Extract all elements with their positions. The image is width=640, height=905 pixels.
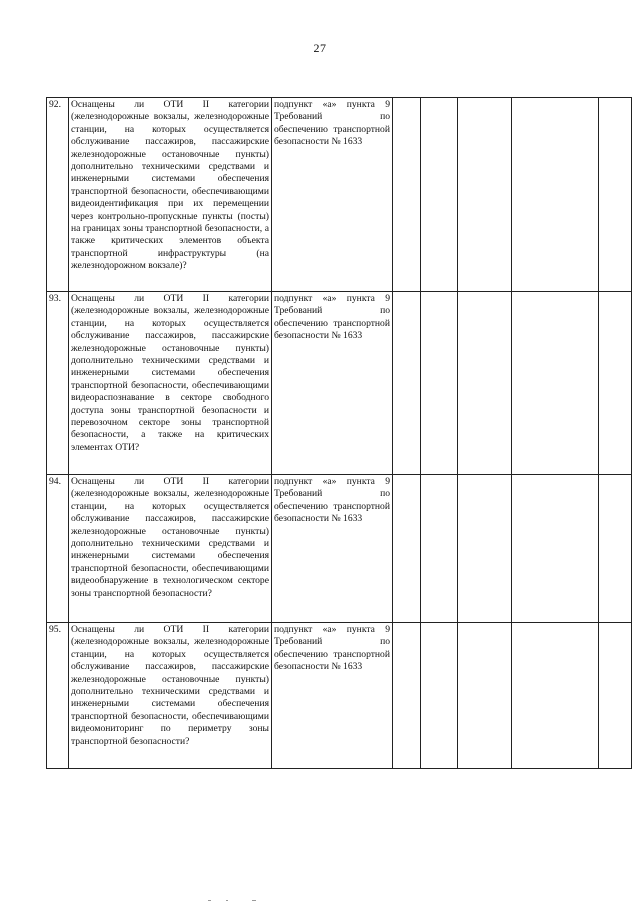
reference-text: подпункт «а» пункта 9 Требований по обеспечению транспортной безопасности № 1633 bbox=[274, 293, 390, 342]
question-text: Оснащены ли ОТИ II категории (железнодорожные вокзалы, железнодорожные станции, на которых осуществляется обслуживание пассажиров, пассажирские железнодорожные остановочные пункты) дополнительно техническими средствами и инженерными системами обеспечения транспортной безопасности, обеспечивающими видеоидентификация при их перемещении через контрольно-пропускные пункты (посты) на границах зоны транспортной безопасности, а также критических элементов объекта транспортной инфраструктуры (на железнодорожном вокзале)? bbox=[71, 99, 269, 272]
answer-cell-not-applicable bbox=[458, 623, 512, 769]
reference-text: подпункт «а» пункта 9 Требований по обеспечению транспортной безопасности № 1633 bbox=[274, 476, 390, 525]
answer-cell-yes bbox=[393, 623, 421, 769]
note-cell bbox=[512, 623, 599, 769]
question-cell bbox=[69, 475, 272, 623]
question-cell bbox=[69, 98, 272, 292]
reference-cell bbox=[272, 475, 393, 623]
checklist-table bbox=[46, 97, 632, 769]
extra-cell bbox=[599, 292, 632, 475]
scan-speck bbox=[252, 900, 256, 901]
row-number: 95. bbox=[47, 623, 69, 769]
question-cell bbox=[69, 292, 272, 475]
note-cell bbox=[512, 475, 599, 623]
row-number: 93. bbox=[47, 292, 69, 475]
row-number: 92. bbox=[47, 98, 69, 292]
extra-cell bbox=[599, 98, 632, 292]
answer-cell-no bbox=[421, 475, 458, 623]
table-row bbox=[47, 98, 632, 292]
note-cell bbox=[512, 98, 599, 292]
answer-cell-no bbox=[421, 623, 458, 769]
answer-cell-not-applicable bbox=[458, 475, 512, 623]
extra-cell bbox=[599, 475, 632, 623]
reference-text: подпункт «а» пункта 9 Требований по обеспечению транспортной безопасности № 1633 bbox=[274, 624, 390, 673]
answer-cell-not-applicable bbox=[458, 292, 512, 475]
question-text: Оснащены ли ОТИ II категории (железнодорожные вокзалы, железнодорожные станции, на которых осуществляется обслуживание пассажиров, пассажирские железнодорожные остановочные пункты) дополнительно техническими средствами и инженерными системами обеспечения транспортной безопасности, обеспечивающими видеообнаружение в технологическом секторе зоны транспортной безопасности? bbox=[71, 476, 269, 599]
question-text: Оснащены ли ОТИ II категории (железнодорожные вокзалы, железнодорожные станции, на которых осуществляется обслуживание пассажиров, пассажирские железнодорожные остановочные пункты) дополнительно техническими средствами и инженерными системами обеспечения транспортной безопасности, обеспечивающими видеомониторинг по периметру зоны транспортной безопасности? bbox=[71, 624, 269, 747]
answer-cell-yes bbox=[393, 292, 421, 475]
note-cell bbox=[512, 292, 599, 475]
answer-cell-not-applicable bbox=[458, 98, 512, 292]
page-number: 27 bbox=[313, 41, 327, 55]
table-row bbox=[47, 475, 632, 623]
extra-cell bbox=[599, 623, 632, 769]
question-cell bbox=[69, 623, 272, 769]
reference-cell bbox=[272, 292, 393, 475]
table-row bbox=[47, 623, 632, 769]
answer-cell-yes bbox=[393, 98, 421, 292]
reference-cell bbox=[272, 98, 393, 292]
scan-speck bbox=[226, 900, 228, 901]
scan-speck bbox=[208, 900, 211, 901]
reference-cell bbox=[272, 623, 393, 769]
answer-cell-no bbox=[421, 98, 458, 292]
reference-text: подпункт «а» пункта 9 Требований по обеспечению транспортной безопасности № 1633 bbox=[274, 99, 390, 148]
row-number: 94. bbox=[47, 475, 69, 623]
table-row bbox=[47, 292, 632, 475]
answer-cell-no bbox=[421, 292, 458, 475]
question-text: Оснащены ли ОТИ II категории (железнодорожные вокзалы, железнодорожные станции, на которых осуществляется обслуживание пассажиров, пассажирские железнодорожные остановочные пункты) дополнительно техническими средствами и инженерными системами обеспечения транспортной безопасности, обеспечивающими видеораспознавание в секторе свободного доступа зоны транспортной безопасности и перевозочном секторе зоны транспортной безопасности, а также на критических элементах ОТИ? bbox=[71, 293, 269, 453]
answer-cell-yes bbox=[393, 475, 421, 623]
